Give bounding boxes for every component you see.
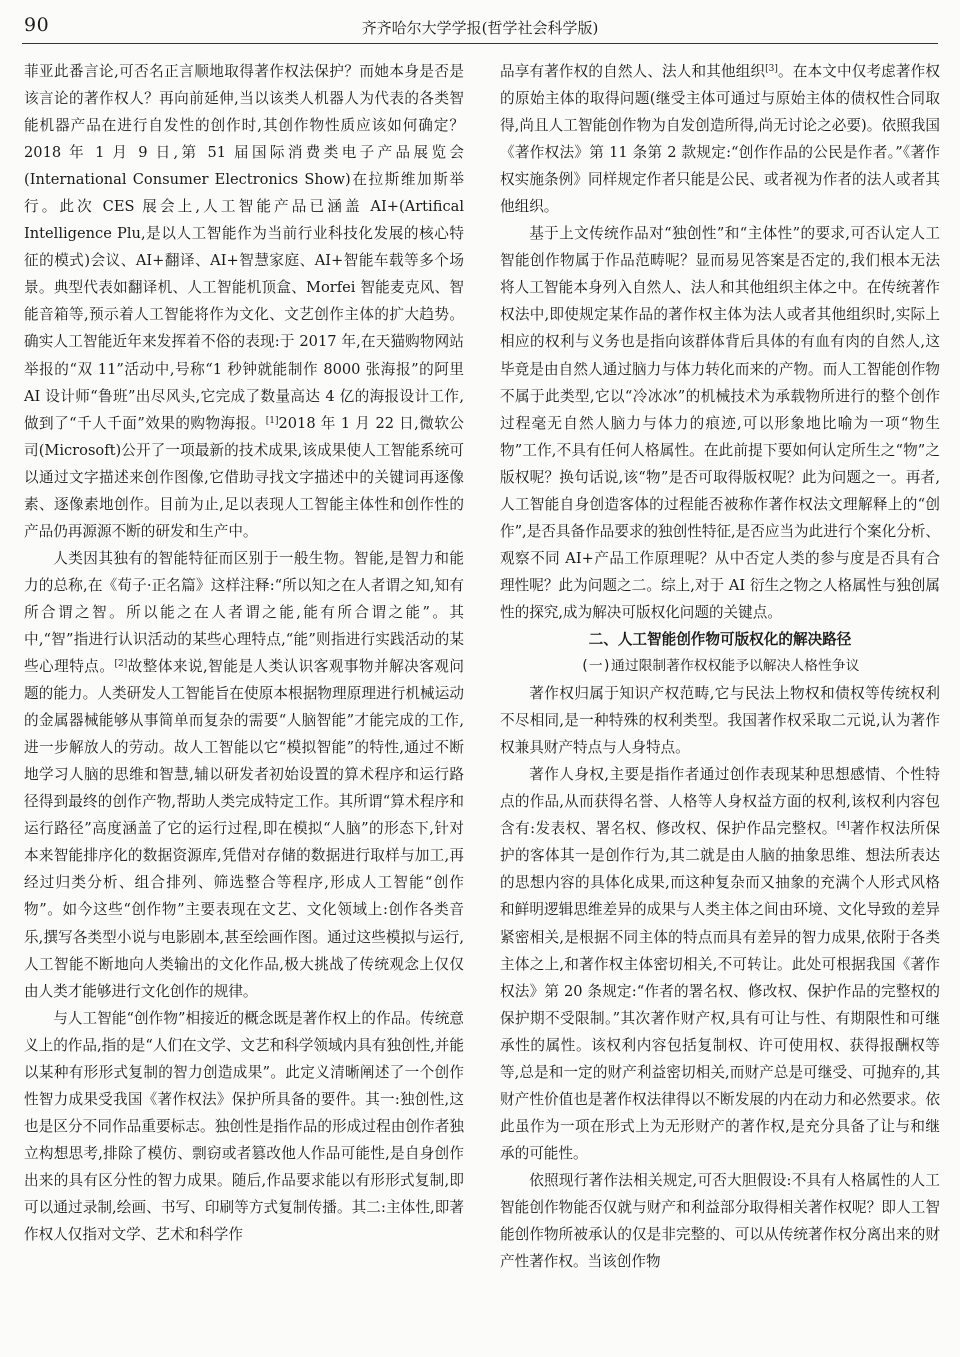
- paragraph: 著作权归属于知识产权范畴,它与民法上物权和债权等传统权利不尽相同,是一种特殊的权利类型。我国著作权采取二元说,认为著作权兼具财产特点与人身特点。: [500, 685, 940, 757]
- right-column: [500, 58, 940, 1275]
- paragraph: 基于上文传统作品对“独创性”和“主体性”的要求,可否认定人工智能创作物属于作品范畴呢？显而易见答案是否定的,我们根本无法将人工智能本身列入自然人、法人和其他组织主体之中。在传统著作权法中,即使规定某作品的著作权主体为法人或者其他组织时,实际上相应的权利与义务也是指向该群体背后具体的有血有肉的自然人,这毕竟是由自然人通过脑力与体力转化而来的产物。而人工智能创作物不属于此类型,它以“冷冰冰”的机械技术为承载物所进行的整个创作过程毫无自然人脑力与体力的痕迹,可以形象地比喻为一项“物生物”工作,不具有任何人格属性。在此前提下要如何认定所生之“物”之版权呢？换句话说,该“物”是否可取得版权呢？此为问题之一。再者,人工智能自身创造客体的过程能否被称作著作权法文理解释上的“创作”,是否具备作品要求的独创性特征,是否应当为此进行个案化分析、观察不同 AI+产品工作原理呢？从中否定人类的参与度是否具有合理性呢？此为问题之二。综上,对于 AI 衍生之物之人格属性与独创属性的探究,成为解决可版权化问题的关键点。: [500, 225, 940, 621]
- paragraph: 著作人身权,主要是指作者通过创作表现某种思想感情、个性特点的作品,从而获得名誉、人格等人身权益方面的权利,该权利内容包含有:发表权、署名权、修改权、保护作品完整权。[4]著作权法所保护的客体其一是创作行为,其二就是由人脑的抽象思维、想法所表达的思想内容的具体化成果,而这种复杂而又抽象的充满个人形式风格和鲜明逻辑思维差异的成果与人类主体之间由环境、文化导致的差异紧密相关,是根据不同主体的特点而具有差异的智力成果,依附于各类主体之上,和著作权主体密切相关,不可转让。此处可根据我国《著作权法》第 20 条规定:“作者的署名权、修改权、保护作品的完整权的保护期不受限制。”其次著作财产权,具有可让与性、有期限性和可继承性的属性。该权利内容包括复制权、许可使用权、获得报酬权等等,总是和一定的财产利益密切相关,而财产总是可继受、可抛弃的,其财产性价值也是著作权法律得以不断发展的内在动力和必然要求。依此虽作为一项在形式上为无形财产的著作权,是充分具备了让与和继承的可能性。: [500, 766, 940, 1162]
- citation: [3]: [765, 64, 778, 74]
- citation: [2]: [114, 659, 128, 670]
- page-header: [22, 10, 938, 40]
- paragraph: 人类因其独有的智能特征而区别于一般生物。智能,是智力和能力的总称,在《荀子·正名篇》这样注释:“所以知之在人者谓之知,知有所合谓之智。所以能之在人者谓之能,能有所合谓之能”。其中,“智”指进行认识活动的某些心理特点,“能”则指进行实践活动的某些心理特点。[2]故整体来说,智能是人类认识客观事物并解决客观问题的能力。人类研发人工智能旨在使原本根据物理原理进行机械运动的金属器械能够从事简单而复杂的需要“人脑智能”才能完成的工作,进一步解放人的劳动。故人工智能以它“模拟智能”的特性,通过不断地学习人脑的思维和智慧,辅以研发者初始设置的算术程序和运行路径得到最终的创作产物,帮助人类完成特定工作。其所谓“算术程序和运行路径”高度涵盖了它的运行过程,即在模拟“人脑”的形态下,针对本来智能排序化的数据资源库,凭借对存储的数据进行取样与加工,再经过归类分析、组合排列、筛选整合等程序,形成人工智能“创作物”。如今这些“创作物”主要表现在文艺、文化领域上:创作各类音乐,撰写各类型小说与电影剧本,甚至绘画作图。通过这些模拟与运行,人工智能不断地向人类输出的文化作品,极大挑战了传统观念上仅仅由人类才能够进行文化创作的规律。: [24, 549, 464, 1000]
- paragraph: 品享有著作权的自然人、法人和其他组织[3]。在本文中仅考虑著作权的原始主体的取得问题(继受主体可通过与原始主体的债权性合同取得,尚且人工智能创作物为自发创造所得,尚无讨论之必要)。依照我国《著作权法》第 11 条第 2 款规定:“创作作品的公民是作者。”《著作权实施条例》同样规定作者只能是公民、或者视为作者的法人或者其他组织。: [500, 63, 940, 216]
- paragraph: 菲亚此番言论,可否名正言顺地取得著作权法保护？而她本身是否是该言论的著作权人？再向前延伸,当以该类人机器人为代表的各类智能机器产品在进行自发性的创作时,其创作物性质应该如何确定？2018 年 1 月 9 日,第 51 届国际消费类电子产品展览会(International Consumer Electronics Show)在拉斯维加斯举行。此次 CES 展会上,人工智能产品已涵盖 AI+(Artifical Intelligence Plu,是以人工智能作为当前行业科技化发展的核心特征的模式)会议、AI+翻译、AI+智慧家庭、AI+智能车载等多个场景。典型代表如翻译机、人工智能机顶盒、Morfei 智能麦克风、智能音箱等,预示着人工智能将作为文化、文艺创作主体的扩大趋势。确实人工智能近年来发挥着不俗的表现:于 2017 年,在天猫购物网站举报的“双 11”活动中,号称“1 秒钟就能制作 8000 张海报”的阿里 AI 设计师“鲁班”出尽风头,它完成了数量高达 4 亿的海报设计工作,做到了“千人千面”效果的购物海报。[1]2018 年 1 月 22 日,微软公司(Microsoft)公开了一项最新的技术成果,该成果使人工智能系统可以通过文字描述来创作图像,它借助寻找文字描述中的关键词再逐像素、逐像素地创作。目前为止,足以表现人工智能主体性和创作性的产品仍再源源不断的研发和生产中。: [24, 63, 464, 540]
- paragraph: 与人工智能“创作物”相接近的概念既是著作权上的作品。传统意义上的作品,指的是“人们在文学、文艺和科学领域内具有独创性,并能以某种有形形式复制的智力创造成果”。此定义清晰阐述了一个创作性智力成果受我国《著作权法》保护所具备的要件。其一:独创性,这也是区分不同作品重要标志。独创性是指作品的形成过程由创作者独立构想思考,排除了模仿、剽窃或者篡改他人作品可能性,是自身创作出来的具有区分性的智力成果。随后,作品要求能以有形形式复制,即可以通过录制,绘画、书写、印刷等方式复制传播。其二:主体性,即著作权人仅指对文学、艺术和科学作: [24, 1009, 464, 1244]
- citation: [4]: [836, 821, 850, 832]
- page-number: 90: [24, 14, 50, 36]
- left-column: [24, 58, 464, 1248]
- subsection-heading: (一)通过限制著作权权能予以解决人格性争议: [580, 658, 860, 675]
- section-heading: 二、人工智能创作物可版权化的解决路径: [588, 630, 852, 648]
- paragraph: 依照现行著作法相关规定,可否大胆假设:不具有人格属性的人工智能创作物能否仅就与财产和利益部分取得相关著作权呢？即人工智能创作物所被承认的仅是非完整的、可以从传统著作权分离出来的财产性著作权。当该创作物: [500, 1171, 940, 1271]
- citation: [1]: [265, 415, 279, 426]
- journal-title: 齐齐哈尔大学学报(哲学社会科学版): [361, 19, 599, 37]
- header-rule: [22, 43, 938, 44]
